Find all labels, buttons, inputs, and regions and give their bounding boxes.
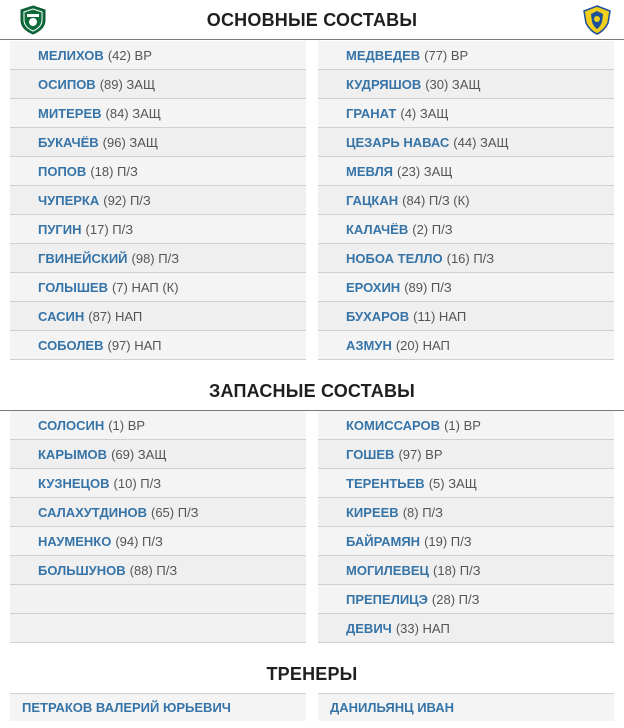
- player-row[interactable]: [10, 70, 306, 99]
- player-row[interactable]: [318, 585, 614, 614]
- player-name[interactable]: КОМИССАРОВ: [346, 417, 441, 433]
- coaches-header: [0, 653, 624, 691]
- player-name[interactable]: КУЗНЕЦОВ: [38, 475, 110, 491]
- player-name[interactable]: МЕДВЕДЕВ: [346, 47, 421, 63]
- player-number-position: (89) ЗАЩ: [99, 76, 156, 92]
- header-divider: [0, 39, 624, 40]
- player-name[interactable]: ПОПОВ: [38, 163, 87, 179]
- coach-home-name[interactable]: ПЕТРАКОВ ВАЛЕРИЙ ЮРЬЕВИЧ: [22, 700, 231, 715]
- player-number-position: (5) ЗАЩ: [428, 475, 477, 491]
- player-row[interactable]: [318, 411, 614, 440]
- player-name[interactable]: ДЕВИЧ: [346, 620, 392, 636]
- player-row[interactable]: [318, 70, 614, 99]
- player-row[interactable]: [10, 99, 306, 128]
- player-number-position: (18) П/З: [433, 562, 481, 578]
- player-name[interactable]: КАРЫМОВ: [38, 446, 108, 462]
- section-title-starting: ОСНОВНЫЕ СОСТАВЫ: [206, 10, 418, 30]
- player-number-position: (11) НАП: [413, 308, 467, 324]
- player-name[interactable]: БАЙРАМЯН: [346, 533, 421, 549]
- player-row[interactable]: [10, 440, 306, 469]
- starting-header: [0, 0, 624, 40]
- player-row[interactable]: [318, 99, 614, 128]
- player-number-position: (1) ВР: [108, 417, 146, 433]
- player-number-position: (77) ВР: [424, 47, 469, 63]
- player-name[interactable]: АЗМУН: [346, 337, 392, 353]
- player-row[interactable]: [10, 273, 306, 302]
- player-row[interactable]: [10, 302, 306, 331]
- player-name[interactable]: КИРЕЕВ: [346, 504, 399, 520]
- player-name[interactable]: МОГИЛЕВЕЦ: [346, 562, 430, 578]
- player-number-position: (17) П/З: [85, 221, 134, 237]
- player-row[interactable]: [318, 440, 614, 469]
- player-name[interactable]: МЕЛИХОВ: [38, 47, 104, 63]
- player-name[interactable]: ГРАНАТ: [346, 105, 397, 121]
- player-number-position: (65) П/З: [151, 504, 199, 520]
- player-row[interactable]: [318, 273, 614, 302]
- player-name[interactable]: СОБОЛЕВ: [38, 337, 104, 353]
- player-number-position: (8) П/З: [402, 504, 443, 520]
- player-row[interactable]: [10, 244, 306, 273]
- subs-away-list: [318, 411, 614, 643]
- player-name[interactable]: ЧУПЕРКА: [38, 192, 100, 208]
- player-name[interactable]: КАЛАЧЁВ: [346, 221, 409, 237]
- player-row[interactable]: [10, 157, 306, 186]
- player-name[interactable]: ОСИПОВ: [38, 76, 96, 92]
- player-row[interactable]: [318, 215, 614, 244]
- player-row[interactable]: [10, 41, 306, 70]
- player-number-position: (10) П/З: [113, 475, 162, 491]
- subs-header: [0, 371, 624, 411]
- player-row[interactable]: [318, 331, 614, 360]
- empty-row: [10, 614, 306, 643]
- player-number-position: (97) ВР: [398, 446, 443, 462]
- player-number-position: (87) НАП: [88, 308, 143, 324]
- player-row[interactable]: [318, 41, 614, 70]
- yellow-crest-icon[interactable]: [582, 5, 612, 35]
- subs-home-list: [10, 411, 306, 643]
- player-row[interactable]: [10, 527, 306, 556]
- player-row[interactable]: [10, 556, 306, 585]
- coach-away-name[interactable]: ДАНИЛЬЯНЦ ИВАН: [330, 700, 455, 715]
- player-number-position: (7) НАП (К): [111, 279, 179, 295]
- player-name[interactable]: БОЛЬШУНОВ: [38, 562, 126, 578]
- player-row[interactable]: [318, 614, 614, 643]
- player-number-position: (96) ЗАЩ: [102, 134, 159, 150]
- player-number-position: (89) П/З: [404, 279, 452, 295]
- player-name[interactable]: ЦЕЗАРЬ НАВАС: [346, 134, 450, 150]
- player-name[interactable]: СОЛОСИН: [38, 417, 105, 433]
- player-row[interactable]: [318, 302, 614, 331]
- player-name[interactable]: МЕВЛЯ: [346, 163, 394, 179]
- player-row[interactable]: [318, 527, 614, 556]
- player-row[interactable]: [318, 469, 614, 498]
- player-row[interactable]: [318, 498, 614, 527]
- player-name[interactable]: ПРЕПЕЛИЦЭ: [346, 591, 428, 607]
- starting-home-list: [10, 41, 306, 360]
- player-row[interactable]: [10, 498, 306, 527]
- player-number-position: (4) ЗАЩ: [400, 105, 449, 121]
- coach-row-away[interactable]: [318, 693, 614, 721]
- player-number-position: (28) П/З: [431, 591, 480, 607]
- player-number-position: (30) ЗАЩ: [425, 76, 481, 92]
- empty-row: [10, 585, 306, 614]
- player-name[interactable]: САЛАХУТДИНОВ: [38, 504, 147, 520]
- player-number-position: (44) ЗАЩ: [453, 134, 509, 150]
- player-number-position: (98) П/З: [131, 250, 180, 266]
- player-number-position: (33) НАП: [395, 620, 450, 636]
- player-row[interactable]: [318, 186, 614, 215]
- player-name[interactable]: ГВИНЕЙСКИЙ: [38, 250, 128, 266]
- player-name[interactable]: ТЕРЕНТЬЕВ: [346, 475, 425, 491]
- player-number-position: (42) ВР: [107, 47, 152, 63]
- player-number-position: (20) НАП: [395, 337, 450, 353]
- player-name[interactable]: ГОШЕВ: [346, 446, 395, 462]
- player-number-position: (84) П/З (К): [402, 192, 470, 208]
- player-row[interactable]: [10, 215, 306, 244]
- player-name[interactable]: ГОЛЫШЕВ: [38, 279, 108, 295]
- player-row[interactable]: [10, 469, 306, 498]
- section-title-subs: ЗАПАСНЫЕ СОСТАВЫ: [209, 381, 415, 401]
- player-number-position: (2) П/З: [412, 221, 453, 237]
- starting-away-list: [318, 41, 614, 360]
- player-row[interactable]: [10, 186, 306, 215]
- player-number-position: (92) П/З: [103, 192, 151, 208]
- player-row[interactable]: [10, 128, 306, 157]
- player-number-position: (19) П/З: [424, 533, 472, 549]
- player-name[interactable]: ЕРОХИН: [346, 279, 401, 295]
- player-number-position: (16) П/З: [446, 250, 495, 266]
- player-name[interactable]: САСИН: [38, 308, 85, 324]
- player-name[interactable]: НАУМЕНКО: [38, 533, 112, 549]
- player-number-position: (18) П/З: [90, 163, 138, 179]
- player-row[interactable]: [10, 331, 306, 360]
- player-name[interactable]: БУКАЧЁВ: [38, 134, 99, 150]
- player-name[interactable]: КУДРЯШОВ: [346, 76, 422, 92]
- player-number-position: (94) П/З: [115, 533, 163, 549]
- player-number-position: (69) ЗАЩ: [111, 446, 167, 462]
- player-name[interactable]: ГАЦКАН: [346, 192, 399, 208]
- player-name[interactable]: ПУГИН: [38, 221, 82, 237]
- player-name[interactable]: НОБОА ТЕЛЛО: [346, 250, 443, 266]
- player-number-position: (23) ЗАЩ: [397, 163, 453, 179]
- player-name[interactable]: МИТЕРЕВ: [38, 105, 102, 121]
- player-row[interactable]: [318, 244, 614, 273]
- player-number-position: (88) П/З: [129, 562, 178, 578]
- player-number-position: (84) ЗАЩ: [105, 105, 161, 121]
- player-name[interactable]: БУХАРОВ: [346, 308, 410, 324]
- player-row[interactable]: [318, 157, 614, 186]
- player-row[interactable]: [318, 556, 614, 585]
- player-row[interactable]: [318, 128, 614, 157]
- section-title-coaches: ТРЕНЕРЫ: [266, 664, 358, 684]
- player-number-position: (1) ВР: [444, 417, 481, 433]
- player-number-position: (97) НАП: [107, 337, 162, 353]
- player-row[interactable]: [10, 411, 306, 440]
- coach-row-home[interactable]: [10, 693, 306, 721]
